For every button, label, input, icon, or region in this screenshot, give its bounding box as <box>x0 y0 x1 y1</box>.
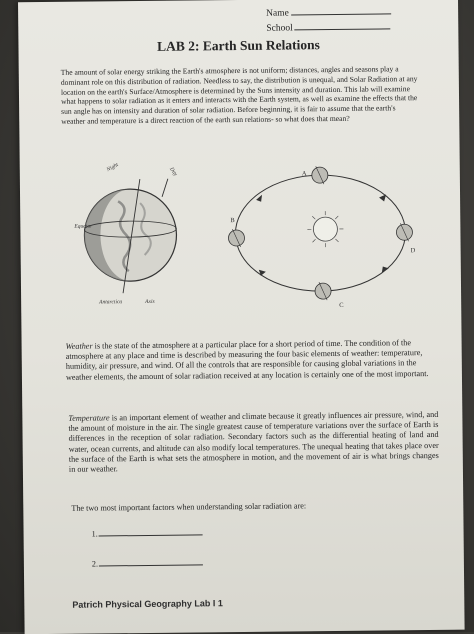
equator-label: Equator <box>73 224 93 230</box>
worksheet-page <box>18 0 465 634</box>
day-label: Day <box>168 166 179 178</box>
night-label: Night <box>105 162 120 174</box>
temperature-paragraph <box>68 410 439 475</box>
orbit-diagram <box>228 165 416 310</box>
axis-label: Axis <box>144 299 155 305</box>
orbit-arrow-icon <box>379 194 386 201</box>
school-field[interactable] <box>266 19 391 35</box>
position-a-label: A <box>302 170 307 177</box>
temperature-term: Temperature <box>68 413 109 422</box>
answer-field-2[interactable] <box>92 556 203 568</box>
answer-2-line <box>99 556 203 566</box>
page-footer: Patrich Physical Geography Lab I 1 <box>72 598 223 610</box>
temperature-text: is an important element of weather and climate because it greatly influences air pressure, wind, and the amount of moisture in the air. The single greatest cause of temperature variations over the surface of Earth is differences in the reception of solar radiation. Secondary factors such as the differential heating of land and water, ocean currents, and altitude can also modify local temperatures. The unequal heating that takes place over the surface of the Earth is what sets the atmosphere in motion, and the movement of air is what brings changes in our weather. <box>68 410 438 474</box>
position-c-label: C <box>339 302 343 309</box>
school-label: School <box>266 22 293 35</box>
weather-term: Weather <box>66 342 93 351</box>
day-night-divider <box>162 179 168 197</box>
page-title: LAB 2: Earth Sun Relations <box>18 36 458 57</box>
earth-sun-diagram <box>70 150 442 324</box>
weather-text: is the state of the atmosphere at a particular place for a short period of time. The condition of the atmosphere at any place and time is described by measuring the four basic elements of weather: temperature, humidity, air pressure, and wind. Of all the controls that are responsible for causing global variations in the weather elements, the amount of solar radiation received at any location is certainly one of the most important. <box>66 338 429 381</box>
position-d-label: D <box>411 247 416 254</box>
answer-1-label: 1. <box>92 529 98 538</box>
position-b-label: B <box>230 217 235 224</box>
answer-1-line <box>99 526 203 536</box>
orbit-arrow-icon <box>382 266 389 272</box>
orbit-arrow-icon <box>259 270 266 276</box>
name-label: Name <box>266 7 289 20</box>
answer-2-label: 2. <box>92 559 98 568</box>
earth-position-b <box>228 217 244 247</box>
antarctica-label: Antarctica <box>98 299 122 305</box>
earth-position-a <box>302 166 328 184</box>
factors-question: The two most important factors when understanding solar radiation are: <box>71 500 441 514</box>
weather-paragraph <box>66 338 436 383</box>
school-line <box>295 19 391 30</box>
name-field[interactable] <box>266 4 391 20</box>
earth-position-c <box>315 282 344 309</box>
name-line <box>291 4 391 15</box>
sun-icon <box>307 211 343 247</box>
globe-diagram <box>73 161 180 306</box>
intro-paragraph: The amount of solar energy striking the Earth's atmosphere is not uniform; distances, angles and seasons play a dominant role on this distribution of radiation. Needless to say, the distribution is unequal, and Solar Radiation at any location on the earth's Surface/Atmosphere is determined by the Suns intensity and duration. This lab will examine what happens to solar radiation as it enters and interacts with the Earth system, as well as examine the effects that the sun angle has on intensity and duration of solar radiation. Before beginning, it is fair to assume that the earth's weather and temperature is a direct reaction of the earth sun relations- so what does that mean? <box>61 64 422 127</box>
earth-position-d <box>396 223 415 254</box>
earth-sun-figure <box>70 150 442 324</box>
answer-field-1[interactable] <box>92 526 203 538</box>
header-fields <box>266 4 391 35</box>
orbit-arrow-icon <box>256 195 262 202</box>
